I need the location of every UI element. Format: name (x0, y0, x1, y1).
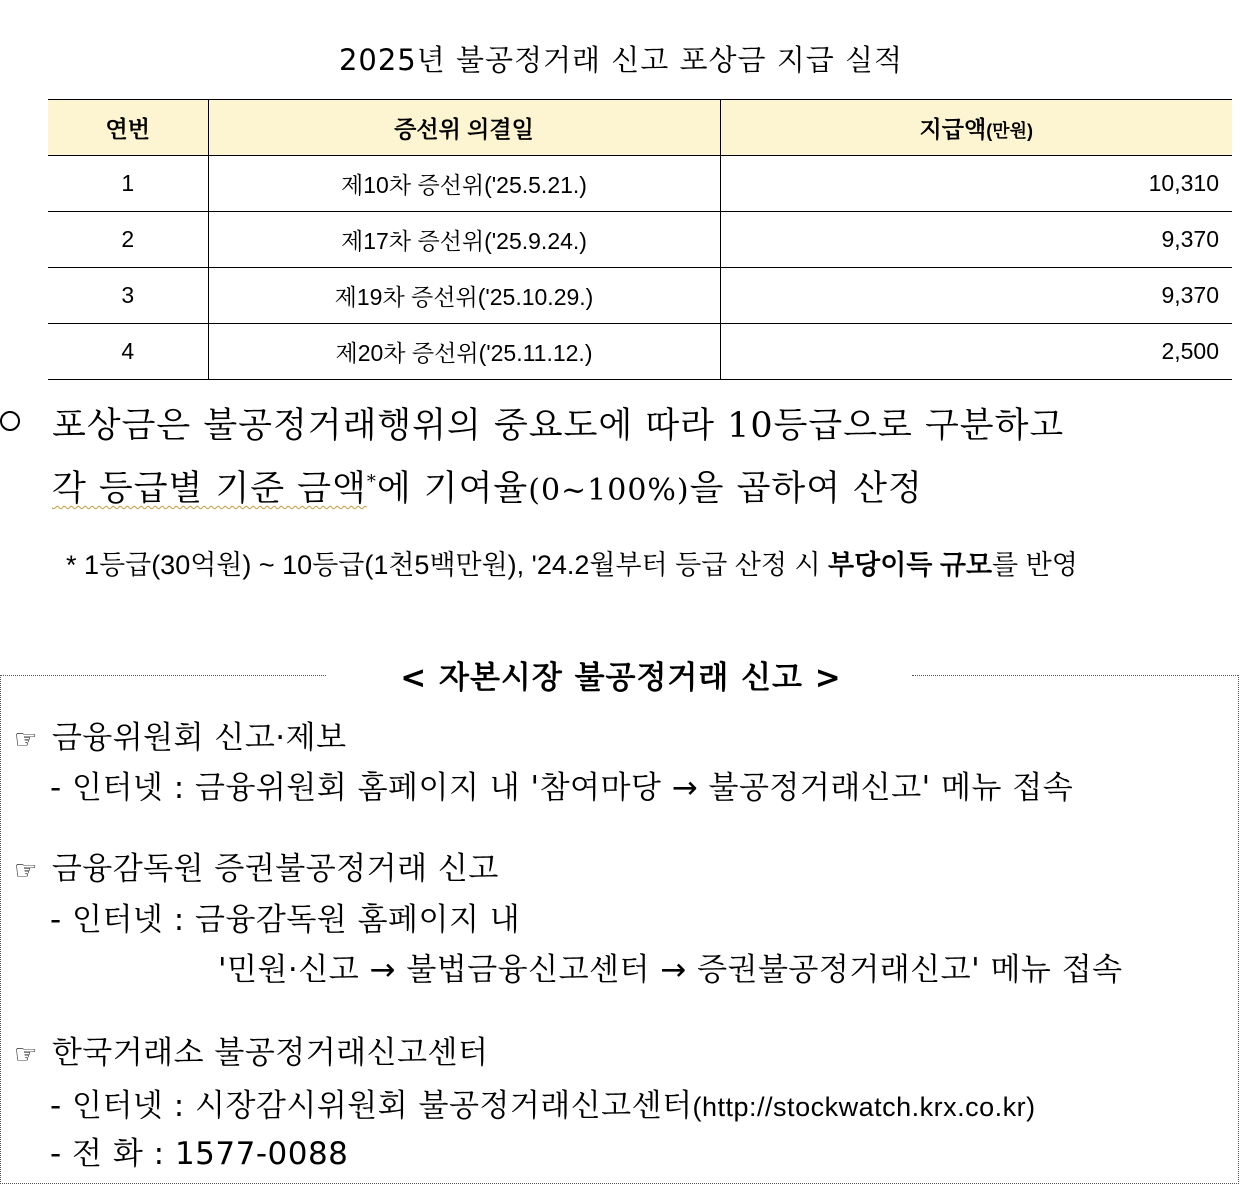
text-segment: 에 기여율 (376, 469, 529, 509)
krx-url[interactable]: (http://stockwatch.krx.co.kr) (692, 1092, 1036, 1122)
pointing-hand-icon: ☞ (14, 856, 38, 886)
header-amount: 지급액(만원) (720, 100, 1232, 156)
section-fss-heading (14, 843, 499, 888)
section-heading-text: 한국거래소 불공정거래신고센터 (51, 1035, 489, 1071)
section-krx-phone: - 전 화 : 1577-0088 (50, 1136, 349, 1172)
footnote (66, 543, 1078, 582)
row-no: 3 (121, 282, 135, 308)
row-no: 1 (121, 170, 135, 196)
row-amount: 9,370 (720, 212, 1232, 268)
row-date: 제17차 증선위('25.9.24.) (208, 212, 720, 268)
footnote-text-end: 를 반영 (992, 550, 1078, 580)
footnote-bold: 부당이득 규모 (828, 550, 993, 580)
circle-bullet-icon (0, 411, 20, 431)
section-fss-line-1: - 인터넷 : 금융감독원 홈페이지 내 (50, 902, 521, 938)
text-grade-base: 각 등급별 기준 금액 (52, 469, 367, 509)
footnote-text: * 1등급(30억원) ~ 10등급(1천5백만원), '24.2월부터 등급 산정 시 (66, 550, 829, 580)
section-fsc-heading (14, 712, 347, 757)
table-title: 2025년 불공정거래 신고 포상금 지급 실적 (338, 43, 904, 77)
award-payment-table (48, 99, 1232, 380)
header-date: 증선위 의결일 (208, 100, 720, 156)
table-row (48, 268, 1232, 324)
section-krx-heading (14, 1027, 488, 1072)
pointing-hand-icon: ☞ (14, 1040, 38, 1070)
box-title: < 자본시장 불공정거래 신고 > (400, 660, 842, 696)
table-row (48, 324, 1232, 380)
krx-line-text: - 인터넷 : 시장감시위원회 불공정거래신고센터 (50, 1088, 693, 1124)
section-heading-text: 금융위원회 신고·제보 (51, 720, 347, 756)
row-no: 4 (121, 338, 135, 364)
section-heading-text: 금융감독원 증권불공정거래 신고 (51, 851, 499, 887)
footnote-mark: * (366, 471, 377, 493)
row-amount: 9,370 (720, 268, 1232, 324)
paragraph-line-2 (52, 461, 923, 511)
paragraph-line-1: 포상금은 불공정거래행위의 중요도에 따라 10등급으로 구분하고 (52, 406, 1065, 446)
section-fss-line-2: '민원·신고 → 불법금융신고센터 → 증권불공정거래신고' 메뉴 접속 (218, 952, 1123, 988)
section-fsc-line: - 인터넷 : 금융위원회 홈페이지 내 '참여마당 → 불공정거래신고' 메뉴 접속 (50, 770, 1074, 806)
text-percent: (0~100%) (528, 473, 690, 508)
table-row (48, 156, 1232, 212)
row-date: 제20차 증선위('25.11.12.) (208, 324, 720, 380)
row-amount: 2,500 (720, 324, 1232, 380)
section-krx-line-1 (50, 1080, 1036, 1125)
header-no: 연번 (105, 116, 150, 142)
row-date: 제19차 증선위('25.10.29.) (208, 268, 720, 324)
table-header-row (48, 100, 1232, 156)
row-no: 2 (121, 226, 135, 252)
row-date: 제10차 증선위('25.5.21.) (208, 156, 720, 212)
text-segment: 을 곱하여 산정 (689, 469, 923, 509)
row-amount: 10,310 (720, 156, 1232, 212)
table-row (48, 212, 1232, 268)
pointing-hand-icon: ☞ (14, 725, 38, 755)
